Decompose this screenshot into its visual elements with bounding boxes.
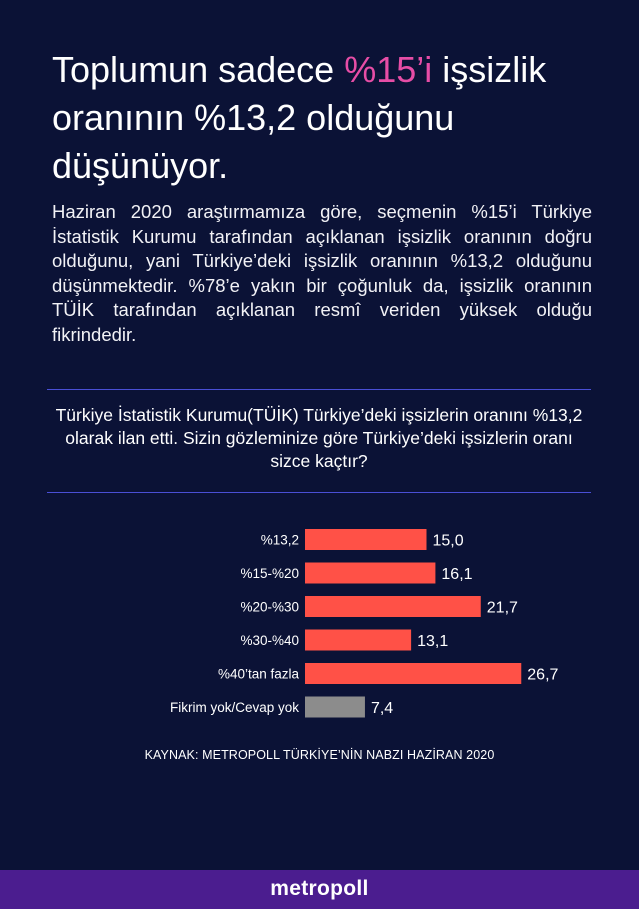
bar <box>305 529 427 550</box>
value-label: 21,7 <box>486 599 518 617</box>
headline-part1: Toplumun sadece <box>52 49 345 90</box>
bar-chart <box>0 520 639 720</box>
category-label: Fikrim yok/Cevap yok <box>169 700 299 715</box>
survey-question: Türkiye İstatistik Kurumu(TÜİK) Türkiye’deki işsizlerin oranını %13,2 olarak ilan etti. Sizin gözleminize göre Türkiye’deki işsizlerin oranı sizce kaçtır? <box>55 405 583 471</box>
bar <box>305 697 365 718</box>
source-note: KAYNAK: METROPOLL TÜRKİYE’NİN NABZI HAZİRAN 2020 <box>144 748 495 762</box>
category-label: %15-%20 <box>240 566 299 581</box>
headline <box>52 46 592 190</box>
bar <box>305 630 411 651</box>
category-label: %40’tan fazla <box>217 666 299 682</box>
category-label: %20-%30 <box>240 599 299 615</box>
value-label: 16,1 <box>441 566 473 583</box>
logo-part1: metro <box>270 877 331 900</box>
value-label: 26,7 <box>527 666 559 684</box>
top-divider <box>47 389 591 390</box>
logo-part2: poll <box>330 877 369 900</box>
bar <box>305 663 521 684</box>
headline-highlight: %15’i <box>344 49 433 90</box>
metropoll-logo <box>0 877 639 901</box>
bar <box>305 596 481 617</box>
bottom-divider <box>47 492 591 493</box>
intro-paragraph: Haziran 2020 araştırmamıza göre, seçmenin %15’i Türkiye İstatistik Kurumu tarafından açıklanan işsizlik oranının doğru olduğunu, yani Türkiye’deki işsizlik oranının %13,2 olduğunu düşünmektedir. %78’e yakın bir çoğunluk da, işsizlik oranının TÜİK tarafından açıklanan resmî veriden yüksek olduğu fikrindedir. <box>52 201 592 345</box>
bar <box>305 563 435 584</box>
value-label: 15,0 <box>432 532 464 550</box>
category-label: %13,2 <box>260 532 299 548</box>
value-label: 7,4 <box>370 700 394 717</box>
category-label: %30-%40 <box>240 633 299 648</box>
value-label: 13,1 <box>417 633 449 650</box>
headline-part2: işsizlik oranının %13,2 olduğunu düşünüyor. <box>52 49 547 186</box>
footer-bar <box>0 870 639 909</box>
